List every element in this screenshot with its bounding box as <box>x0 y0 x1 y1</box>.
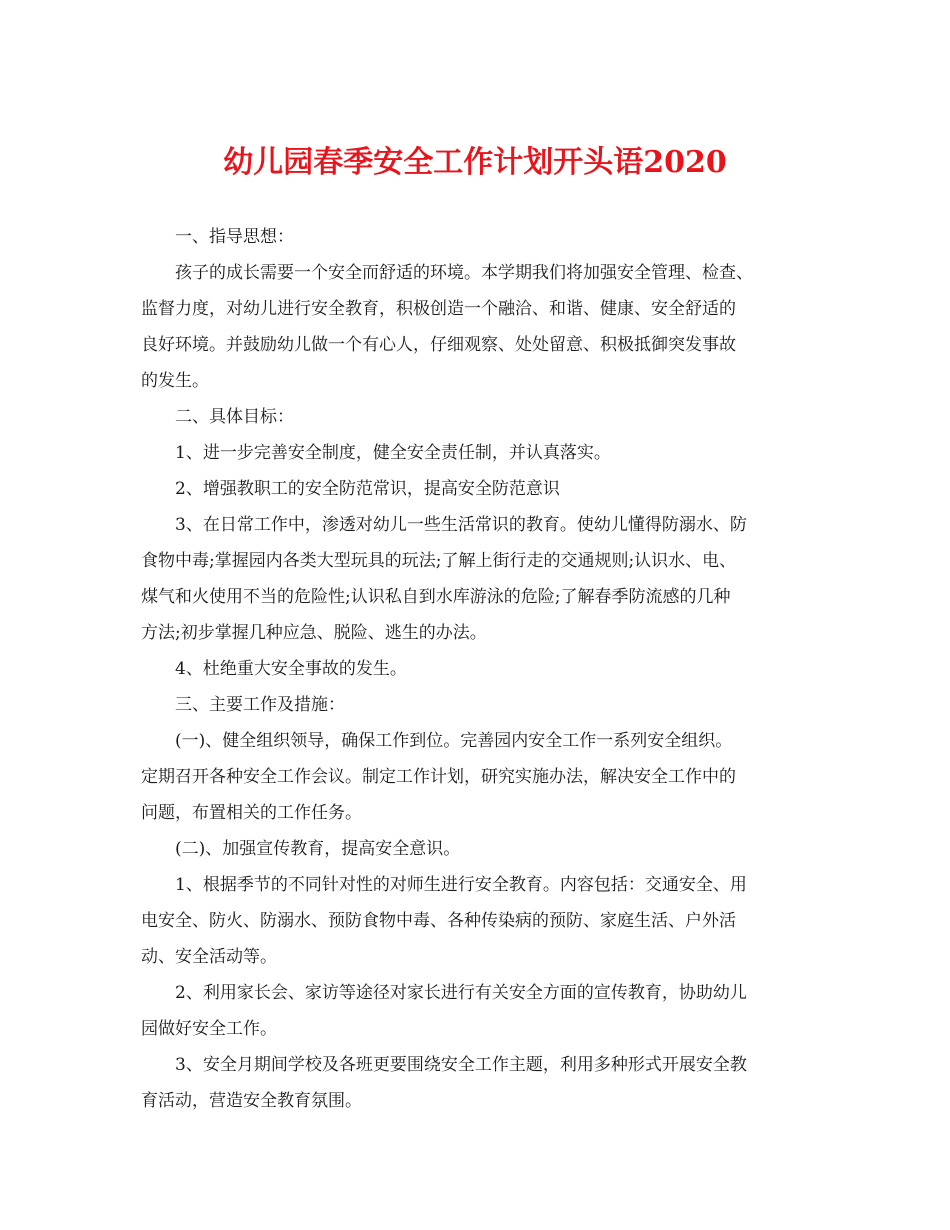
text-line-wrap <box>141 291 813 327</box>
text-line-wrap <box>141 1083 813 1119</box>
goal-item-2 <box>141 471 813 507</box>
goal-item-3 <box>141 507 813 543</box>
text-line-wrap <box>141 759 813 795</box>
text-line: 食物中毒;掌握园内各类大型玩具的玩法;了解上街行走的交通规则;认识水、电、 <box>141 551 737 571</box>
text-line-wrap <box>141 363 813 399</box>
text-line: 电安全、防火、防溺水、预防食物中毒、各种传染病的预防、家庭生活、户外活 <box>141 911 736 931</box>
text-line: 三、主要工作及措施： <box>175 695 345 715</box>
text-line: 2、增强教职工的安全防范常识，提高安全防范意识 <box>175 479 560 499</box>
text-line-wrap <box>141 579 813 615</box>
text-line-wrap <box>141 615 813 651</box>
text-line: (一)、健全组织领导，确保工作到位。完善园内安全工作一系列安全组织。 <box>175 731 733 751</box>
paragraph-guiding-thought <box>141 255 813 291</box>
text-line: 煤气和火使用不当的危险性;认识私自到水库游泳的危险;了解春季防流感的几种 <box>141 587 731 607</box>
text-line: 良好环境。并鼓励幼儿做一个有心人，仔细观察、处处留意、积极抵御突发事故 <box>141 335 736 355</box>
text-line: 4、杜绝重大安全事故的发生。 <box>175 659 407 679</box>
text-line-wrap <box>141 903 813 939</box>
text-line: 问题，布置相关的工作任务。 <box>141 803 362 823</box>
text-line-wrap <box>141 543 813 579</box>
section-heading-measures <box>141 687 813 723</box>
measure-item-1 <box>141 723 813 759</box>
text-line: 方法;初步掌握几种应急、脱险、逃生的办法。 <box>141 623 487 643</box>
text-line: 孩子的成长需要一个安全而舒适的环境。本学期我们将加强安全管理、检查、 <box>175 263 753 283</box>
text-line: 二、具体目标： <box>175 407 294 427</box>
text-line-wrap <box>141 939 813 975</box>
text-line: 动、安全活动等。 <box>141 947 277 967</box>
text-line: 一、指导思想： <box>175 227 294 247</box>
text-line: 2、利用家长会、家访等途径对家长进行有关安全方面的宣传教育，协助幼儿 <box>175 983 747 1003</box>
text-line: 监督力度，对幼儿进行安全教育，积极创造一个融洽、和谐、健康、安全舒适的 <box>141 299 736 319</box>
section-heading-goals <box>141 399 813 435</box>
text-line-wrap <box>141 327 813 363</box>
measure-subitem-1 <box>141 867 813 903</box>
text-line: 3、在日常工作中，渗透对幼儿一些生活常识的教育。使幼儿懂得防溺水、防 <box>175 515 747 535</box>
measure-item-2 <box>141 831 813 867</box>
text-line: 3、安全月期间学校及各班更要围绕安全工作主题，利用多种形式开展安全教 <box>175 1055 747 1075</box>
document-title: 幼儿园春季安全工作计划开头语2020 <box>223 145 727 180</box>
text-line-wrap <box>141 1011 813 1047</box>
text-line: 园做好安全工作。 <box>141 1019 277 1039</box>
text-line: 1、进一步完善安全制度，健全安全责任制，并认真落实。 <box>175 443 611 463</box>
document-body <box>141 219 813 1119</box>
text-line: 1、根据季节的不同针对性的对师生进行安全教育。内容包括：交通安全、用 <box>175 875 747 895</box>
text-line: 定期召开各种安全工作会议。制定工作计划，研究实施办法，解决安全工作中的 <box>141 767 736 787</box>
measure-subitem-3 <box>141 1047 813 1083</box>
measure-subitem-2 <box>141 975 813 1011</box>
section-heading-guiding-thought <box>141 219 813 255</box>
text-line: (二)、加强宣传教育，提高安全意识。 <box>175 839 461 859</box>
text-line-wrap <box>141 795 813 831</box>
goal-item-1 <box>141 435 813 471</box>
text-line: 的发生。 <box>141 371 209 391</box>
goal-item-4 <box>141 651 813 687</box>
text-line: 育活动，营造安全教育氛围。 <box>141 1091 362 1111</box>
